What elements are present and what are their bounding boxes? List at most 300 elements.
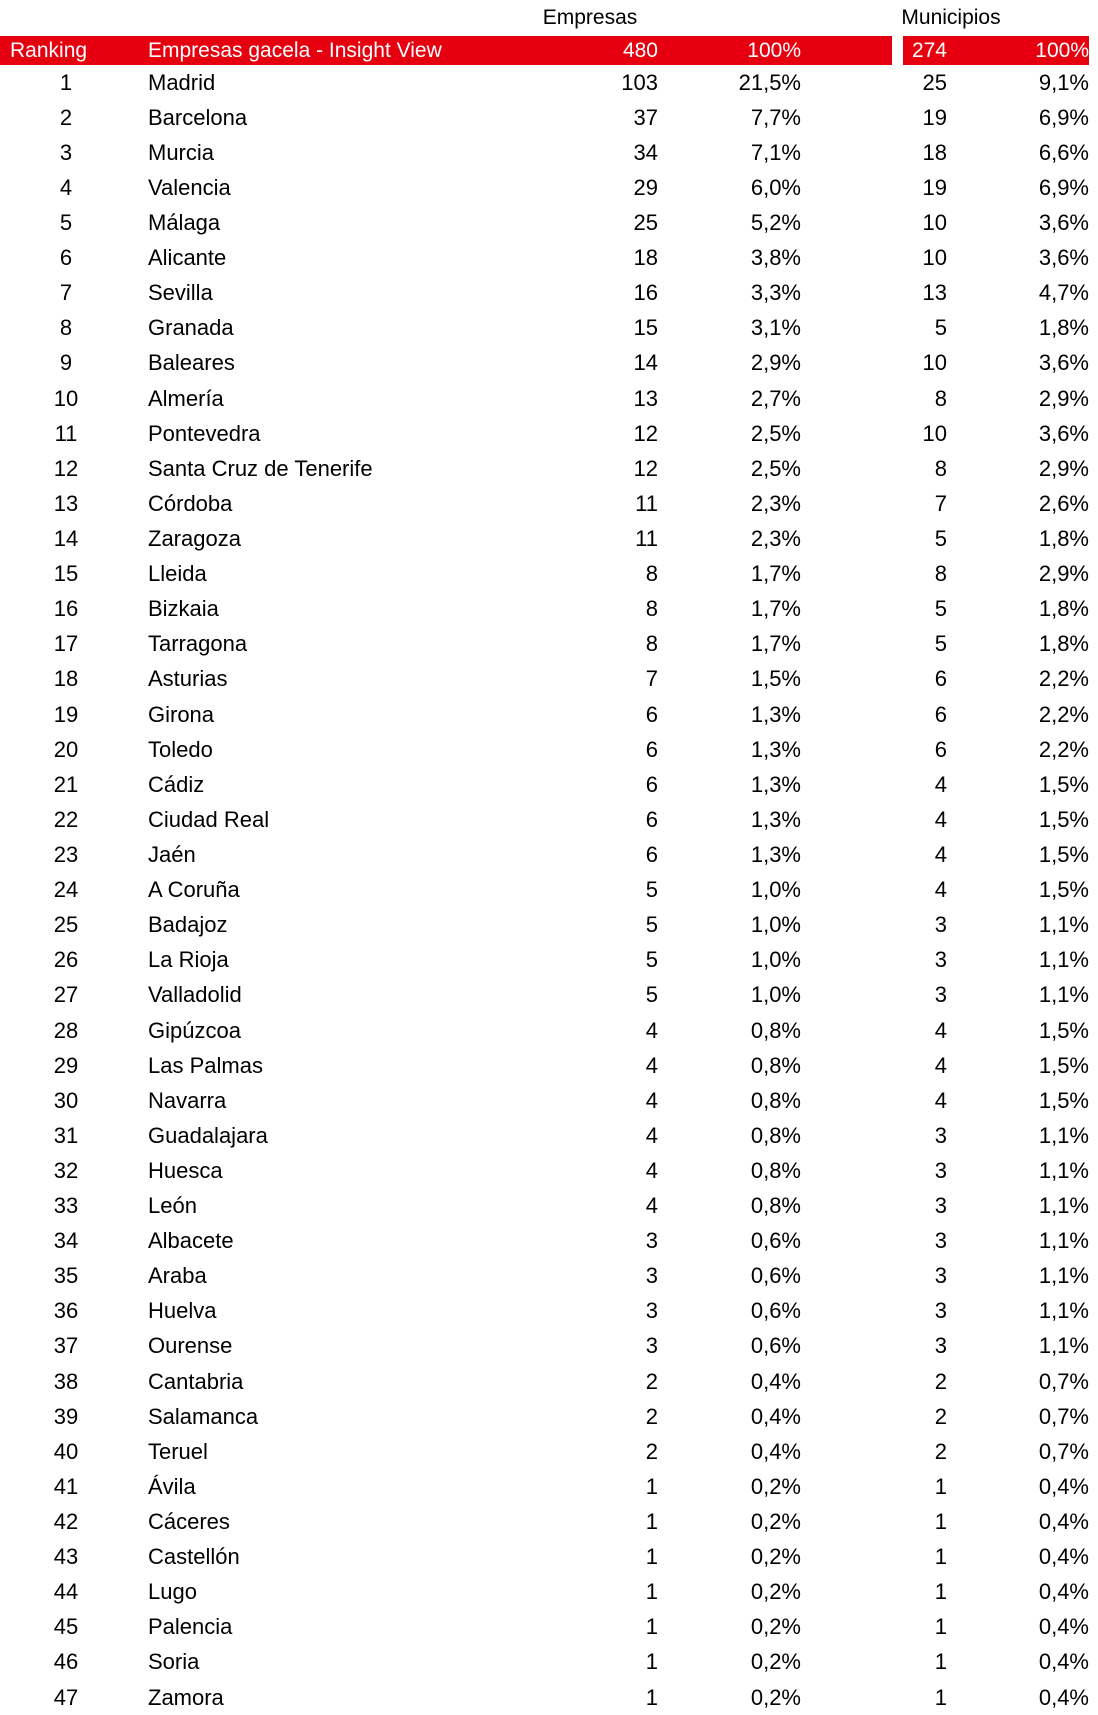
empresas-percent-cell: 0,6% [750,1263,801,1289]
table-row [0,1610,1098,1645]
table-row [0,1575,1098,1610]
empresas-count-cell: 2 [645,1368,658,1394]
rank-cell: 3 [59,139,73,165]
province-cell: Almería [148,385,224,411]
banner-ranking-label: Ranking [10,39,88,62]
rank-cell: 16 [53,596,79,622]
empresas-percent-cell: 0,8% [750,1157,801,1183]
municipios-percent-cell: 1,1% [1038,1157,1089,1183]
province-cell: Cantabria [148,1368,244,1394]
empresas-count-cell: 5 [645,982,658,1008]
table-row [0,311,1098,346]
table-row [0,1048,1098,1083]
municipios-count-cell: 4 [934,1087,947,1113]
municipios-percent-cell: 1,1% [1038,1333,1089,1359]
province-cell: Girona [148,701,215,727]
empresas-percent-cell: 0,8% [750,1017,801,1043]
rank-cell: 37 [53,1333,79,1359]
rank-cell: 4 [59,174,73,200]
empresas-percent-cell: 5,2% [750,209,801,235]
municipios-count-cell: 10 [922,245,947,271]
empresas-percent-cell: 2,9% [750,350,801,376]
province-cell: Valladolid [148,982,242,1008]
municipios-count-cell: 8 [934,455,947,481]
province-cell: Bizkaia [148,596,219,622]
province-cell: Valencia [148,174,231,200]
empresas-count-cell: 4 [645,1193,658,1219]
empresas-percent-cell: 1,0% [750,982,801,1008]
empresas-percent-cell: 1,3% [750,736,801,762]
table-row [0,1504,1098,1539]
province-cell: Salamanca [148,1403,259,1429]
empresas-percent-cell: 1,3% [750,806,801,832]
table-row [0,1083,1098,1118]
rank-cell: 26 [53,947,79,973]
municipios-count-cell: 4 [934,877,947,903]
municipios-percent-cell: 0,4% [1038,1509,1089,1535]
empresas-count-cell: 2 [645,1438,658,1464]
rank-cell: 47 [53,1684,79,1710]
municipios-count-cell: 3 [934,1157,947,1183]
municipios-count-cell: 1 [934,1614,947,1640]
municipios-percent-cell: 1,1% [1038,1122,1089,1148]
rank-cell: 10 [53,385,79,411]
rank-cell: 32 [53,1157,79,1183]
province-cell: Soria [148,1649,200,1675]
column-group-header-municipios: Municipios [901,6,1001,29]
rank-cell: 29 [53,1052,79,1078]
municipios-percent-cell: 9,1% [1038,69,1089,95]
municipios-percent-cell: 0,4% [1038,1579,1089,1605]
empresas-count-cell: 1 [645,1473,658,1499]
empresas-count-cell: 12 [633,420,658,446]
municipios-count-cell: 4 [934,771,947,797]
province-cell: Lugo [148,1579,197,1605]
municipios-count-cell: 6 [934,666,947,692]
municipios-percent-cell: 1,1% [1038,1263,1089,1289]
municipios-percent-cell: 1,1% [1038,982,1089,1008]
rank-cell: 46 [53,1649,79,1675]
empresas-percent-cell: 0,4% [750,1438,801,1464]
province-cell: Ourense [148,1333,233,1359]
municipios-count-cell: 3 [934,1122,947,1148]
municipios-percent-cell: 1,1% [1038,947,1089,973]
empresas-percent-cell: 7,7% [750,104,801,130]
table-row [0,1294,1098,1329]
table-row [0,521,1098,556]
table-row [0,1364,1098,1399]
empresas-percent-cell: 2,5% [750,420,801,446]
province-cell: Pontevedra [148,420,261,446]
municipios-count-cell: 10 [922,209,947,235]
municipios-percent-cell: 1,5% [1038,1052,1089,1078]
rank-cell: 1 [59,69,73,95]
empresas-count-cell: 4 [645,1087,658,1113]
municipios-count-cell: 3 [934,1193,947,1219]
rank-cell: 19 [53,701,79,727]
municipios-percent-cell: 1,1% [1038,912,1089,938]
empresas-percent-cell: 6,0% [750,174,801,200]
banner-empresas-total-pct: 100% [747,39,801,62]
province-cell: Santa Cruz de Tenerife [148,455,373,481]
municipios-percent-cell: 1,8% [1038,525,1089,551]
municipios-count-cell: 7 [934,490,947,516]
province-cell: Ciudad Real [148,806,270,832]
table-row [0,1153,1098,1188]
rank-cell: 40 [53,1438,79,1464]
municipios-percent-cell: 0,4% [1038,1473,1089,1499]
banner-municipios-total: 274 [911,39,947,62]
empresas-count-cell: 1 [645,1614,658,1640]
empresas-percent-cell: 0,8% [750,1087,801,1113]
empresas-count-cell: 18 [633,245,658,271]
empresas-count-cell: 4 [645,1122,658,1148]
province-cell: La Rioja [148,947,229,973]
municipios-percent-cell: 1,8% [1038,631,1089,657]
empresas-percent-cell: 1,3% [750,701,801,727]
empresas-percent-cell: 1,0% [750,877,801,903]
municipios-count-cell: 5 [934,631,947,657]
rank-cell: 2 [59,104,73,130]
table-row [0,346,1098,381]
empresas-count-cell: 15 [633,315,658,341]
column-group-header-empresas: Empresas [542,6,638,29]
municipios-count-cell: 3 [934,1228,947,1254]
municipios-percent-cell: 3,6% [1038,420,1089,446]
municipios-percent-cell: 2,6% [1038,490,1089,516]
province-cell: Baleares [148,350,235,376]
table-row [0,627,1098,662]
rank-cell: 27 [53,982,79,1008]
municipios-count-cell: 10 [922,350,947,376]
empresas-count-cell: 8 [645,596,658,622]
province-cell: Tarragona [148,631,248,657]
table-row [0,486,1098,521]
municipios-count-cell: 25 [922,69,947,95]
rank-cell: 17 [53,631,79,657]
municipios-percent-cell: 0,4% [1038,1614,1089,1640]
empresas-count-cell: 3 [645,1298,658,1324]
rank-cell: 28 [53,1017,79,1043]
province-cell: Palencia [148,1614,233,1640]
municipios-count-cell: 4 [934,1017,947,1043]
municipios-count-cell: 19 [922,104,947,130]
municipios-count-cell: 3 [934,1263,947,1289]
empresas-percent-cell: 0,4% [750,1368,801,1394]
rank-cell: 12 [53,455,79,481]
rank-cell: 20 [53,736,79,762]
table-row [0,1399,1098,1434]
rank-cell: 44 [53,1579,79,1605]
empresas-count-cell: 3 [645,1333,658,1359]
empresas-count-cell: 16 [633,280,658,306]
empresas-count-cell: 1 [645,1544,658,1570]
municipios-percent-cell: 2,2% [1038,701,1089,727]
empresas-percent-cell: 2,7% [750,385,801,411]
municipios-percent-cell: 3,6% [1038,350,1089,376]
municipios-percent-cell: 3,6% [1038,209,1089,235]
province-cell: Madrid [148,69,216,95]
table-row [0,241,1098,276]
province-cell: Sevilla [148,280,213,306]
municipios-count-cell: 19 [922,174,947,200]
table-row [0,100,1098,135]
table-row [0,170,1098,205]
empresas-percent-cell: 1,7% [750,561,801,587]
table-row [0,1540,1098,1575]
province-cell: Alicante [148,245,227,271]
empresas-count-cell: 1 [645,1509,658,1535]
municipios-count-cell: 2 [934,1403,947,1429]
empresas-percent-cell: 0,2% [750,1473,801,1499]
empresas-count-cell: 13 [633,385,658,411]
empresas-count-cell: 34 [633,139,658,165]
table-row [0,943,1098,978]
municipios-count-cell: 3 [934,1333,947,1359]
empresas-percent-cell: 1,3% [750,841,801,867]
province-cell: Araba [148,1263,207,1289]
province-cell: Gipúzcoa [148,1017,241,1043]
municipios-percent-cell: 6,6% [1038,139,1089,165]
empresas-percent-cell: 2,3% [750,525,801,551]
table-row [0,732,1098,767]
empresas-percent-cell: 1,0% [750,912,801,938]
municipios-percent-cell: 6,9% [1038,174,1089,200]
table-row [0,1645,1098,1680]
municipios-count-cell: 5 [934,525,947,551]
municipios-percent-cell: 1,8% [1038,315,1089,341]
municipios-percent-cell: 2,9% [1038,385,1089,411]
province-cell: Las Palmas [148,1052,263,1078]
municipios-count-cell: 1 [934,1649,947,1675]
table-row [0,276,1098,311]
municipios-percent-cell: 1,5% [1038,1017,1089,1043]
table-row [0,1680,1098,1715]
municipios-percent-cell: 0,4% [1038,1544,1089,1570]
table-row [0,135,1098,170]
rank-cell: 5 [59,209,73,235]
municipios-count-cell: 6 [934,701,947,727]
empresas-percent-cell: 3,3% [750,280,801,306]
municipios-percent-cell: 0,7% [1038,1438,1089,1464]
empresas-count-cell: 3 [645,1263,658,1289]
rank-cell: 11 [54,420,78,446]
table-row [0,416,1098,451]
empresas-percent-cell: 7,1% [750,139,801,165]
empresas-count-cell: 4 [645,1052,658,1078]
rank-cell: 8 [59,315,73,341]
province-cell: Huelva [148,1298,217,1324]
municipios-percent-cell: 6,9% [1038,104,1089,130]
province-cell: Huesca [148,1157,223,1183]
table-row [0,908,1098,943]
rank-cell: 35 [53,1263,79,1289]
rank-cell: 41 [53,1473,79,1499]
municipios-percent-cell: 2,9% [1038,561,1089,587]
rank-cell: 9 [59,350,73,376]
rank-cell: 6 [59,245,73,271]
empresas-percent-cell: 1,3% [750,771,801,797]
municipios-percent-cell: 2,2% [1038,736,1089,762]
municipios-count-cell: 2 [934,1438,947,1464]
municipios-percent-cell: 1,1% [1038,1193,1089,1219]
municipios-count-cell: 6 [934,736,947,762]
table-row [0,662,1098,697]
province-cell: Castellón [148,1544,240,1570]
empresas-percent-cell: 1,7% [750,596,801,622]
empresas-count-cell: 7 [645,666,658,692]
municipios-percent-cell: 2,9% [1038,455,1089,481]
table-row [0,592,1098,627]
municipios-count-cell: 5 [934,596,947,622]
table-row [0,697,1098,732]
municipios-count-cell: 13 [922,280,947,306]
empresas-percent-cell: 1,7% [750,631,801,657]
empresas-count-cell: 4 [645,1157,658,1183]
province-cell: Guadalajara [148,1122,268,1148]
empresas-count-cell: 29 [633,174,658,200]
rank-cell: 24 [53,877,79,903]
rank-cell: 13 [53,490,79,516]
banner-municipios-total-pct: 100% [1035,39,1089,62]
municipios-percent-cell: 1,8% [1038,596,1089,622]
empresas-count-cell: 2 [645,1403,658,1429]
empresas-count-cell: 6 [645,806,658,832]
table-row [0,1224,1098,1259]
rank-cell: 34 [53,1228,79,1254]
table-row [0,1189,1098,1224]
rank-cell: 39 [53,1403,79,1429]
province-cell: Zamora [148,1684,224,1710]
rank-cell: 42 [53,1509,79,1535]
municipios-count-cell: 1 [934,1544,947,1570]
empresas-count-cell: 5 [645,912,658,938]
province-cell: Albacete [148,1228,234,1254]
municipios-percent-cell: 3,6% [1038,245,1089,271]
empresas-count-cell: 1 [645,1649,658,1675]
rank-cell: 23 [53,841,79,867]
table-row [0,1013,1098,1048]
municipios-count-cell: 5 [934,315,947,341]
municipios-count-cell: 1 [934,1473,947,1499]
empresas-percent-cell: 2,3% [750,490,801,516]
empresas-count-cell: 11 [635,525,658,551]
empresas-count-cell: 103 [621,69,658,95]
empresas-count-cell: 37 [633,104,658,130]
province-cell: Cáceres [148,1509,230,1535]
table-row [0,802,1098,837]
province-cell: Asturias [148,666,228,692]
empresas-percent-cell: 0,8% [750,1052,801,1078]
province-cell: A Coruña [148,877,240,903]
province-cell: Barcelona [148,104,248,130]
table-row [0,873,1098,908]
empresas-percent-cell: 0,2% [750,1579,801,1605]
empresas-percent-cell: 0,2% [750,1649,801,1675]
municipios-count-cell: 2 [934,1368,947,1394]
province-cell: Málaga [148,209,221,235]
table-row [0,557,1098,592]
empresas-count-cell: 5 [645,877,658,903]
province-cell: Toledo [148,736,213,762]
empresas-count-cell: 3 [645,1228,658,1254]
province-cell: Jaén [148,841,196,867]
municipios-percent-cell: 1,1% [1038,1298,1089,1324]
empresas-count-cell: 25 [633,209,658,235]
empresas-percent-cell: 0,6% [750,1333,801,1359]
municipios-percent-cell: 0,4% [1038,1649,1089,1675]
province-cell: Navarra [148,1087,227,1113]
municipios-count-cell: 3 [934,912,947,938]
empresas-percent-cell: 0,2% [750,1614,801,1640]
province-cell: Lleida [148,561,207,587]
empresas-percent-cell: 0,6% [750,1298,801,1324]
rank-cell: 36 [53,1298,79,1324]
province-cell: Teruel [148,1438,208,1464]
municipios-percent-cell: 0,7% [1038,1368,1089,1394]
empresas-count-cell: 1 [645,1579,658,1605]
municipios-count-cell: 3 [934,947,947,973]
rank-cell: 22 [53,806,79,832]
rank-cell: 30 [53,1087,79,1113]
empresas-percent-cell: 0,8% [750,1122,801,1148]
rank-cell: 18 [53,666,79,692]
empresas-percent-cell: 2,5% [750,455,801,481]
rank-cell: 7 [59,280,73,306]
rank-cell: 33 [53,1193,79,1219]
table-row [0,1469,1098,1504]
rank-cell: 25 [53,912,79,938]
rank-cell: 38 [53,1368,79,1394]
province-cell: Córdoba [148,490,233,516]
empresas-count-cell: 6 [645,736,658,762]
table-row [0,451,1098,486]
province-cell: Murcia [148,139,215,165]
table-row [0,767,1098,802]
empresas-percent-cell: 1,0% [750,947,801,973]
table-row [0,65,1098,100]
municipios-count-cell: 4 [934,806,947,832]
municipios-count-cell: 10 [922,420,947,446]
rank-cell: 15 [53,561,79,587]
banner-title: Empresas gacela - Insight View [148,39,442,62]
empresas-count-cell: 6 [645,771,658,797]
rank-cell: 45 [53,1614,79,1640]
municipios-count-cell: 3 [934,1298,947,1324]
municipios-count-cell: 18 [922,139,947,165]
empresas-count-cell: 4 [645,1017,658,1043]
empresas-percent-cell: 0,2% [750,1544,801,1570]
table-rows [0,65,1098,1715]
empresas-percent-cell: 3,8% [750,245,801,271]
table-row [0,1434,1098,1469]
municipios-percent-cell: 0,7% [1038,1403,1089,1429]
empresas-percent-cell: 3,1% [750,315,801,341]
empresas-count-cell: 8 [645,561,658,587]
empresas-percent-cell: 0,6% [750,1228,801,1254]
empresas-count-cell: 12 [633,455,658,481]
municipios-count-cell: 4 [934,1052,947,1078]
empresas-percent-cell: 21,5% [738,69,801,95]
municipios-count-cell: 8 [934,561,947,587]
province-cell: Granada [148,315,234,341]
municipios-percent-cell: 1,5% [1038,841,1089,867]
municipios-percent-cell: 1,1% [1038,1228,1089,1254]
empresas-percent-cell: 0,2% [750,1509,801,1535]
municipios-percent-cell: 1,5% [1038,1087,1089,1113]
municipios-percent-cell: 1,5% [1038,771,1089,797]
province-cell: Badajoz [148,912,228,938]
